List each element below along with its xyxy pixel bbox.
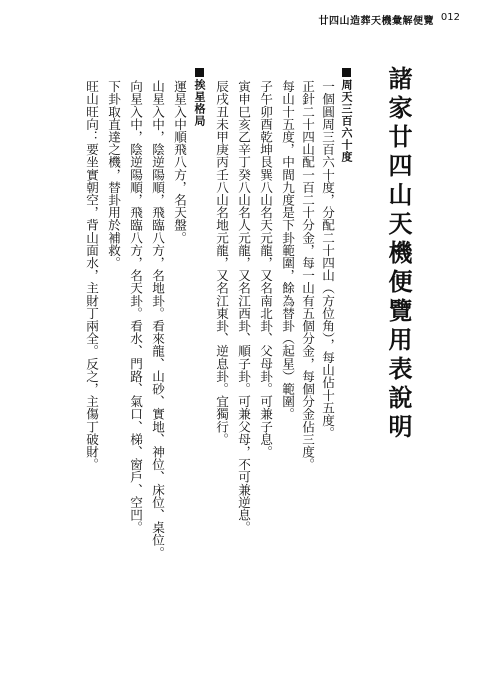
book-title: 廿四山造葬天機彙解便覽	[318, 16, 434, 27]
text-line: 每山十五度，中間九度是下卦範圍，餘為替卦（起星）範圍。	[280, 80, 295, 421]
text-line: 辰戌丑未甲庚丙壬八山名地元龍，又名江東卦、逆息卦。宜獨行。	[214, 80, 229, 446]
running-header	[0, 12, 490, 32]
text-line: 一個圓周三百六十度，分配二十四山（方位角），每山佔十五度。	[320, 80, 335, 440]
text-line: 正針二十四山配一百二十分金，每一山有五個分金，每個分金佔三度。	[300, 80, 315, 471]
text-line: 山星入中，陰逆陽順，飛臨八方，名地卦。看來龍、山砂、實地、神位、床位、桌位。	[150, 80, 165, 559]
text-line: 寅申巳亥乙辛丁癸八山名人元龍，又名江西卦、順子卦。可兼父母，不可兼逆息。	[236, 80, 251, 534]
section-marker-icon	[195, 68, 204, 77]
text-line: 旺山旺向：要坐實朝空，背山面水，主財丁兩全。反之，主傷丁破財。	[84, 80, 99, 471]
section-heading-aixing: 挨星格局	[192, 68, 206, 127]
text-line: 運星入中順飛八方，名天盤。	[172, 80, 187, 244]
page-number: 012	[440, 12, 460, 23]
text-line: 向星入中，陰逆陽順，飛臨八方，名天卦。看水、門路、氣口、梯、窗戶、空凹。	[128, 80, 143, 534]
section-marker-icon	[342, 68, 351, 77]
page-title: 諸家廿四山天機便覽用表說明	[384, 66, 413, 443]
text-line: 下卦取直達之機，替卦用於補救。	[106, 80, 121, 269]
text-line: 子午卯酉乾坤艮巽八山名天元龍，又名南北卦、父母卦。可兼子息。	[258, 80, 273, 458]
section-heading-zhoutian: 周天三百六十度	[339, 68, 353, 163]
